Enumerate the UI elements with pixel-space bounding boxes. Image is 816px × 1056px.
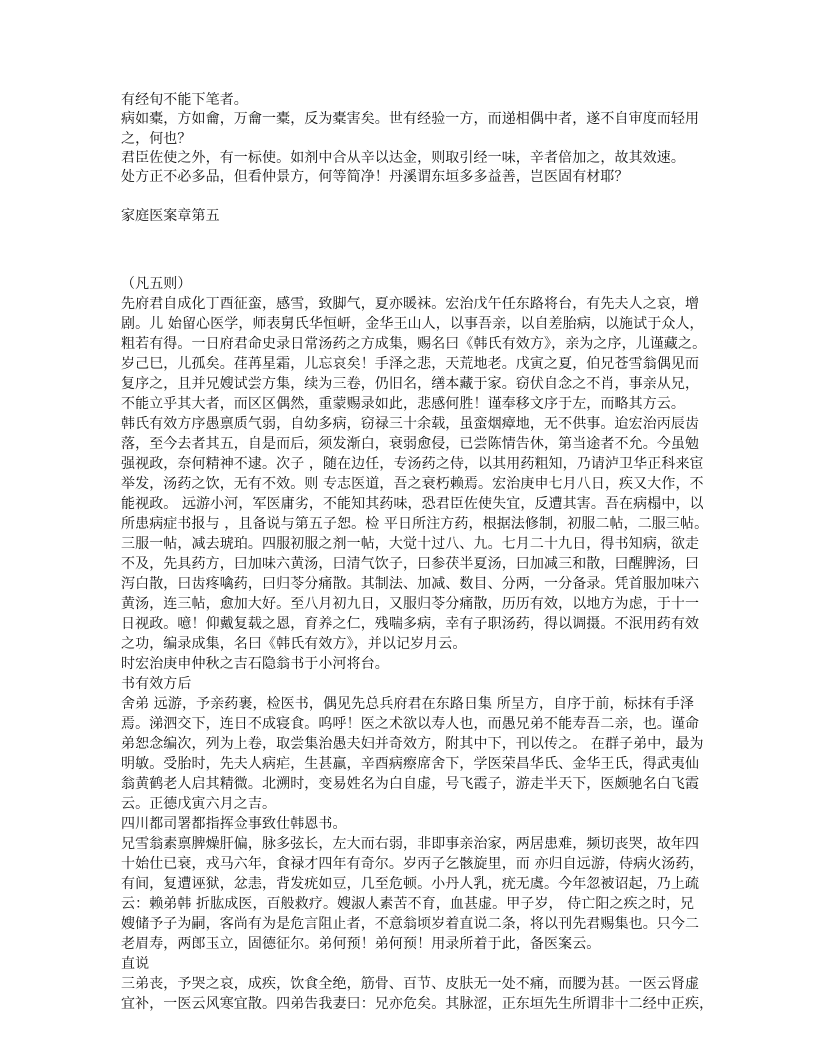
- text-line: 粗若有得。一日府君命史录日常汤药之方成集，赐名曰《韩氏有效方》，亲为之序，儿谨藏之。: [121, 336, 707, 352]
- text-line: 举发，汤药之饮，无有不效。则 专志医道，吾之衰朽赖焉。宏治庚申七月八日，疾又大作，不: [121, 476, 704, 492]
- text-line: 有间，复遭诬狱，忿恚，背发疣如豆，几至危顿。小丹人乳，疣无虞。今年忽被诏起，乃上疏: [121, 876, 700, 892]
- text-line: 舍弟 远游，予亲药裹，检医书，偶见先总兵府君在东路日集 所呈方，自序于前，标抹有手泽: [121, 696, 695, 712]
- paragraph: [121, 814, 721, 834]
- text-line: 不能立乎其大者，而区区偶然，重蒙赐录如此，悲感何胜！谨奉移文序于左，而略其方云。: [121, 396, 685, 412]
- text-line: 落，至今去者其五，自是而后，须发渐白，衰弱愈侵，已尝陈情告休，第当途者不允。今虽勉: [121, 436, 700, 452]
- paragraph: [121, 414, 721, 654]
- text-line: 嫂储予子为嗣，客尚有为是危言阻止者，不意翁顷岁着直说二条，将以刊先君赐集也。只今二: [121, 916, 700, 932]
- text-line: 焉。涕泗交下，连日不成寝食。呜呼！医之术欲以寿人也，而愚兄弟不能寿吾二亲，也。谨命: [121, 716, 700, 732]
- text-line: 君臣佐使之外，有一标使。如剂中合从辛以达金，则取引经一味，辛者倍加之，故其效速。: [121, 149, 685, 166]
- text-line: 明敏。受胎时，先夫人病疟，生甚羸，辛酉病瘵席舍下，学医荣昌华氏、金华王氏，得武夷仙: [121, 756, 700, 772]
- paragraph: [121, 954, 721, 974]
- text-line: 宜补，一医云风寒宜散。四弟告我妻曰：兄亦危矣。其脉涩，正东垣先生所谓非十二经中正疾，: [121, 996, 714, 1012]
- text-line: 老眉寿，两郎玉立，固德征尔。弟何预！弟何预！用录所着于此，备医案云。: [121, 936, 601, 952]
- text-line: 岁己巳，儿孤矣。荏苒星霜，儿忘哀矣！手泽之悲，天荒地老。戊寅之夏，伯兄苍雪翁偶见而: [121, 356, 700, 372]
- text-line: 先府君自成化丁酉征蛮，感雪，致脚气，夏亦暖袜。宏治戊午任东路将台，有先夫人之哀，增: [121, 296, 700, 312]
- text-line: 三弟丧，予哭之哀，成疾，饮食全绝，筋骨、百节、皮肤无一处不痛，而腰为甚。一医云肾虚: [121, 976, 700, 992]
- paragraph: [121, 834, 721, 954]
- text-line: 弟恕念编次，列为上卷，取尝集治愚夫妇并奇效方，附其中下，刊以传之。 在群子弟中，最为: [121, 736, 704, 752]
- paragraph: [121, 91, 721, 110]
- blank-line: [121, 187, 721, 206]
- text-line: 三服一帖，减去琥珀。四服初服之剂一帖，大觉十过八、九。七月二十九日，得书知病，欲走: [121, 536, 700, 552]
- paragraph: [121, 149, 721, 168]
- text-line: 处方正不必多品，但看仲景方，何等简净！丹溪谓东垣多多益善，岂医固有材耶？: [121, 169, 629, 186]
- text-line: 十始仕已衰，戎马六年，食禄才四年有奇尔。岁丙子乞骸旋里，而 亦归自远游，侍病火汤药，: [121, 856, 704, 872]
- document-section-notes: [121, 91, 721, 226]
- paragraph: [121, 168, 721, 187]
- text-line: 云：赖弟韩 折肱成医，百般救疗。嫂淑人素苦不育，血甚虚。甲子岁， 侍亡阳之疾之时，兄: [121, 896, 695, 912]
- text-line: 书有效方后: [121, 676, 192, 692]
- text-line: 日视政。噫！仰戴复载之恩，育养之仁，残喘多病，幸有子职汤药，得以调摄。不泯用药有效: [121, 616, 700, 632]
- chapter-title: 家庭医案章第五: [121, 207, 220, 224]
- text-line: 韩氏有效方序愚禀质气弱，自幼多病，窃禄三十余载，虽蛮烟瘴地，无不供事。迨宏治丙辰齿: [121, 416, 700, 432]
- document-section-family-cases: [121, 274, 721, 1014]
- paragraph: [121, 674, 721, 694]
- text-line: 所患病症书报与 ，且备说与第五子恕。检 平日所注方药，根据法修制，初服二帖，二服三帖。: [121, 516, 709, 532]
- text-line: 时宏治庚申仲秋之吉石隐翁书于小河将台。: [121, 656, 389, 672]
- text-line: 黄汤，连三帖，愈加大好。至八月初九日，又服归苓分痛散，历历有效，以地方为虑，于十一: [121, 596, 700, 612]
- text-line: 云。正德戊寅六月之吉。: [121, 796, 277, 812]
- text-line: 剧。儿 始留心医学，师表舅氏华恒岍，金华王山人，以事吾亲，以自差胎病，以施试于众人，: [121, 316, 704, 332]
- text-line: （凡五则）: [121, 276, 192, 292]
- text-line: 能视政。 远游小河，军医庸劣，不能知其药味，恐君臣佐使失宜，反遭其害。吾在病榻中，以: [121, 496, 704, 512]
- text-line: 泻白散，曰齿疼噙药，曰归苓分痛散。其制法、加减、数目、分两，一分备录。凭首服加味六: [121, 576, 700, 592]
- text-line: 复序之，且并兄嫂试尝方集，续为三卷，仍旧名，缮本藏于家。窃伏自念之不肖，事亲从兄，: [121, 376, 700, 392]
- text-line: 强视政，奈何精神不逮。次子 ，随在边任，专汤药之侍，以其用药粗知，乃请泸卫华正科来宦: [121, 456, 704, 472]
- paragraph: [121, 694, 721, 814]
- text-line: 兄雪翁素禀脾燥肝偏，脉多弦长，左大而右弱，非即事亲治家，两居患难，频切丧哭，故年四: [121, 836, 700, 852]
- text-line: 有经旬不能下笔者。: [121, 92, 248, 108]
- paragraph: [121, 274, 721, 294]
- text-line: 之功，编录成集，名曰《韩氏有效方》，并以记岁月云。: [121, 636, 467, 652]
- paragraph: [121, 654, 721, 674]
- text-line: 四川都司署都指挥佥事致仕韩恩书。: [121, 816, 347, 832]
- text-line: 翁黄鹤老人启其精微。北溯时，变易姓名为白自虚，号飞霞子，游走半天下，医颇驰名白飞霞: [121, 776, 700, 792]
- paragraph: [121, 294, 721, 414]
- text-line: 直说: [121, 956, 150, 972]
- paragraph: [121, 110, 721, 149]
- text-line: 之，何也？: [121, 130, 192, 147]
- text-line: 不及，先具药方，曰加味六黄汤，曰清气饮子，曰参茯半夏汤，曰加减三和散，曰醒脾汤，曰: [121, 556, 700, 572]
- text-line: 病如橐，方如龠，万龠一橐，反为橐害矣。世有经验一方，而递相偶中者，遂不自审度而轻用: [121, 111, 700, 128]
- paragraph: [121, 974, 721, 1014]
